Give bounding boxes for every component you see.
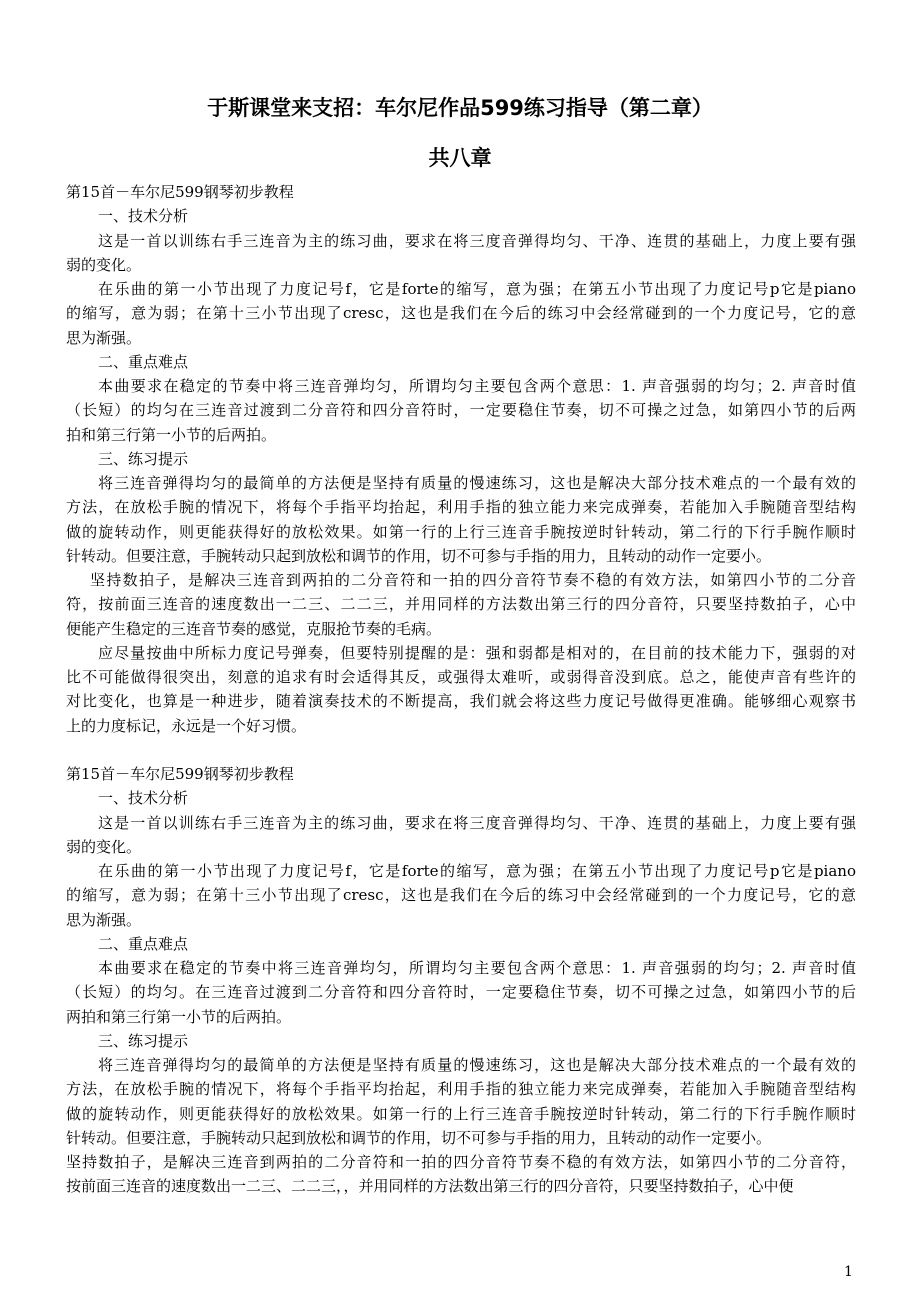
text-line: 思为渐强。	[66, 910, 142, 929]
text-line: （长短）的均匀。在三连音过渡到二分音符和四分音符时，一定要稳住节奏，切不可操之过急，如第四小节的后	[66, 983, 856, 1002]
section-title	[66, 762, 856, 786]
text-line: 方法，在放松手腕的情况下，将每个手指平均抬起，利用手指的独立能力来完成弹奏，若能加入手腕随音型结构	[66, 1080, 856, 1099]
text-line: 将三连音弹得均匀的最简单的方法便是坚持有质量的慢速练习，这也是解决大部分技术难点的一个最有效的	[98, 1056, 856, 1074]
text-line: 一、技术分析	[98, 789, 189, 808]
text-line: 弱的变化。	[66, 837, 142, 856]
text-line: 第15首－车尔尼599钢琴初步教程	[66, 183, 294, 201]
text-line: （长短）的均匀在三连音过渡到二分音符和四分音符时，一定要稳住节奏，切不可操之过急，如第四小节的后两	[66, 401, 856, 420]
text-line: 针转动。但要注意，手腕转动只起到放松和调节的作用，切不可参与手指的用力，且转动的动作一定要小。	[66, 546, 772, 565]
paragraph	[66, 471, 856, 568]
text-line: 三、练习提示	[98, 1031, 189, 1050]
subheading	[66, 350, 856, 374]
text-line: 针转动。但要注意，手腕转动只起到放松和调节的作用，切不可参与手指的用力，且转动的动作一定要小。	[66, 1128, 772, 1147]
text-line: 应尽量按曲中所标力度记号弹奏，但要特别提醒的是：强和弱都是相对的，在目前的技术能力下，强弱的对	[98, 643, 856, 662]
text-line: 第15首－车尔尼599钢琴初步教程	[66, 765, 294, 783]
paragraph	[66, 811, 856, 860]
text-line: 这是一首以训练右手三连音为主的练习曲，要求在将三度音弹得均匀、干净、连贯的基础上，力度上要有强	[98, 231, 856, 250]
text-line: 一、技术分析	[98, 207, 189, 226]
document-title: 于斯课堂来支招：车尔尼作品599练习指导（第二章）	[207, 96, 713, 120]
paragraph	[66, 1150, 856, 1199]
text-line: 对比变化，也算是一种进步，随着演奏技术的不断提高，我们就会将这些力度记号做得更准确。能够细心观察书	[66, 692, 856, 711]
text-line: 做的旋转动作，则更能获得好的放松效果。如第一行的上行三连音手腕按逆时针转动，第二行的下行手腕作顺时	[66, 1104, 856, 1123]
text-line: 本曲要求在稳定的节奏中将三连音弹均匀，所谓均匀主要包含两个意思：1. 声音强弱的均匀；2. 声音时值	[98, 959, 856, 977]
text-line: 便能产生稳定的三连音节奏的感觉，克服抢节奏的毛病。	[66, 619, 442, 638]
paragraph	[66, 277, 856, 350]
text-line: 在乐曲的第一小节出现了力度记号f，它是forte的缩写，意为强；在第五小节出现了力度记号p它是piano	[98, 862, 856, 880]
text-line: 符，按前面三连音的速度数出一二三、二二三，并用同样的方法数出第三行的四分音符，只要坚持数拍子，心中	[66, 595, 856, 614]
text-line: 的缩写，意为弱；在第十三小节出现了cresc，这也是我们在今后的练习中会经常碰到的一个力度记号，它的意	[66, 886, 856, 905]
text-line: 在乐曲的第一小节出现了力度记号f，它是forte的缩写，意为强；在第五小节出现了力度记号p它是piano	[98, 280, 856, 298]
text-line	[66, 738, 856, 762]
document-subtitle: 共八章	[428, 146, 492, 170]
text-line: 二、重点难点	[98, 352, 189, 371]
subheading	[66, 1029, 856, 1053]
text-line: 思为渐强。	[66, 328, 142, 347]
paragraph	[66, 568, 856, 641]
text-line: 坚持数拍子，是解决三连音到两拍的二分音符和一拍的四分音符节奏不稳的有效方法，如第四小节的二分音符，	[66, 1153, 856, 1171]
text-line: 拍和第三行第一小节的后两拍。	[66, 425, 277, 444]
text-line: 的缩写，意为弱；在第十三小节出现了cresc，这也是我们在今后的练习中会经常碰到的一个力度记号，它的意	[66, 304, 856, 323]
subheading	[66, 447, 856, 471]
document-body	[66, 180, 856, 1199]
paragraph	[66, 641, 856, 738]
text-line: 按前面三连音的速度数出一二三、二二三，，并用同样的方法数出第三行的四分音符，只要坚持数拍子，心中便	[66, 1177, 794, 1196]
subheading	[66, 786, 856, 810]
text-line: 方法，在放松手腕的情况下，将每个手指平均抬起，利用手指的独立能力来完成弹奏，若能加入手腕随音型结构	[66, 498, 856, 517]
subheading	[66, 204, 856, 228]
text-line: 比不可能做得很突出，刻意的追求有时会适得其反，或强得太难听，或弱得音没到底。总之，能使声音有些许的	[66, 668, 856, 686]
paragraph	[66, 229, 856, 278]
text-line: 上的力度标记，永远是一个好习惯。	[66, 716, 307, 735]
paragraph	[66, 859, 856, 932]
paragraph	[66, 956, 856, 1029]
text-line: 弱的变化。	[66, 255, 142, 274]
text-line: 三、练习提示	[98, 449, 189, 468]
text-line: 将三连音弹得均匀的最简单的方法便是坚持有质量的慢速练习，这也是解决大部分技术难点的一个最有效的	[98, 474, 856, 492]
text-line: 坚持数拍子，是解决三连音到两拍的二分音符和一拍的四分音符节奏不稳的有效方法，如第四小节的二分音	[90, 571, 856, 589]
text-line: 这是一首以训练右手三连音为主的练习曲，要求在将三度音弹得均匀、干净、连贯的基础上，力度上要有强	[98, 813, 856, 832]
text-line: 两拍和第三行第一小节的后两拍。	[66, 1007, 292, 1026]
paragraph	[66, 374, 856, 447]
text-line: 做的旋转动作，则更能获得好的放松效果。如第一行的上行三连音手腕按逆时针转动，第二行的下行手腕作顺时	[66, 522, 856, 541]
text-line: 二、重点难点	[98, 934, 189, 953]
blank-line	[66, 738, 856, 762]
page-number: 1	[844, 1264, 853, 1280]
subheading	[66, 932, 856, 956]
text-line: 本曲要求在稳定的节奏中将三连音弹均匀，所谓均匀主要包含两个意思：1. 声音强弱的均匀；2. 声音时值	[98, 377, 856, 395]
paragraph	[66, 1053, 856, 1150]
section-title	[66, 180, 856, 204]
